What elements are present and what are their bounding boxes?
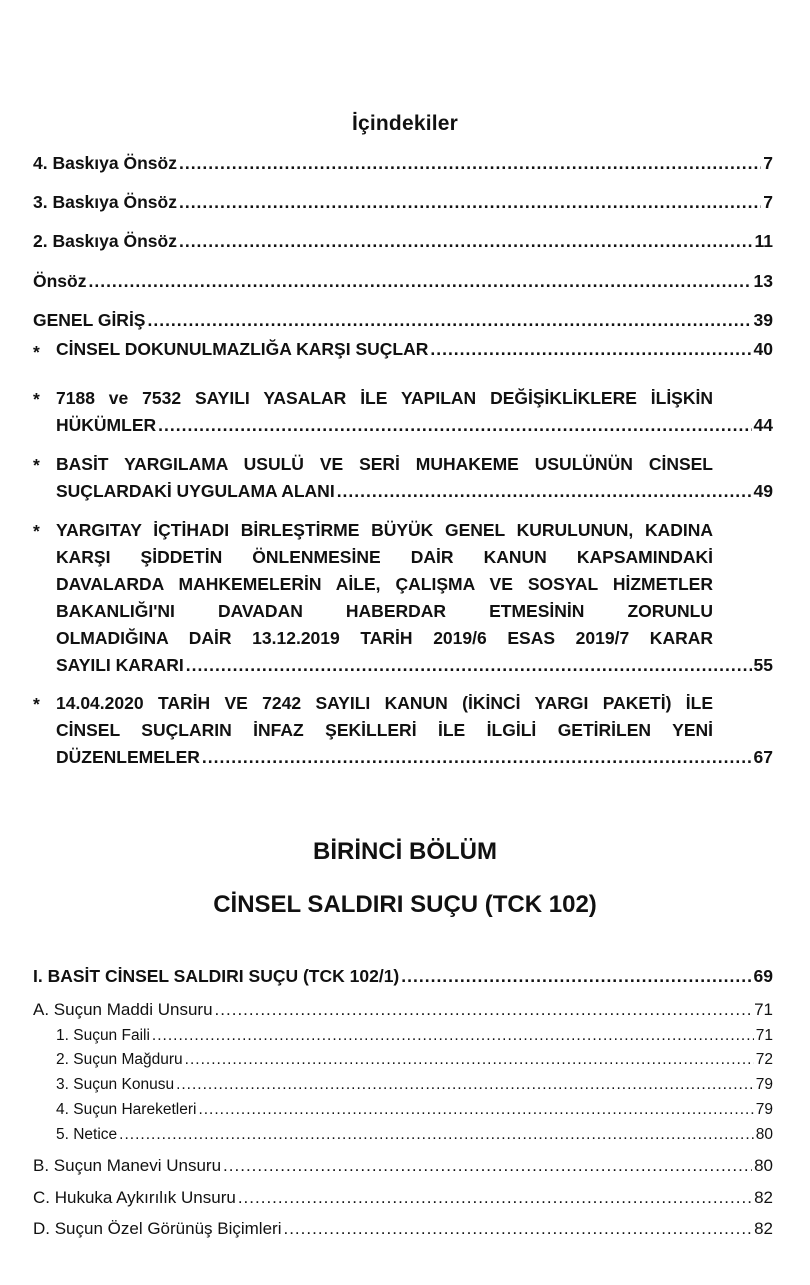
toc-entry	[33, 192, 773, 213]
dot-leader	[215, 1000, 753, 1020]
bullet-star: *	[33, 694, 40, 714]
dot-leader	[430, 336, 751, 363]
part-heading: BİRİNCİ BÖLÜM	[313, 838, 497, 865]
toc-entry-label: 3. Suçun Konusu	[56, 1076, 175, 1093]
dot-leader	[152, 1027, 754, 1045]
toc-entry	[33, 1000, 773, 1020]
toc-entry	[56, 336, 773, 363]
toc-entry-label: DÜZENLEMELER	[56, 747, 200, 767]
toc-entry-page: 67	[753, 747, 773, 767]
toc-entry-label: GENEL GİRİŞ	[33, 310, 146, 330]
toc-entry-line: 14.04.2020 TARİH VE 7242 SAYILI KANUN (İKİNCİ YARGI PAKETİ) İLE	[56, 693, 713, 713]
toc-entry-label: HÜKÜMLER	[56, 415, 157, 435]
toc-entry-page: 82	[754, 1219, 773, 1238]
toc-entry-label: 2. Baskıya Önsöz	[33, 231, 177, 251]
toc-entry	[33, 966, 773, 987]
toc-entry	[56, 478, 773, 505]
toc-entry-label: A. Suçun Maddi Unsuru	[33, 1000, 213, 1019]
dot-leader	[223, 1156, 752, 1176]
dot-leader	[88, 271, 751, 292]
part-subheading: CİNSEL SALDIRI SUÇU (TCK 102)	[213, 891, 597, 918]
toc-entry	[33, 1156, 773, 1176]
dot-leader	[119, 1126, 754, 1144]
toc-entry-label: 1. Suçun Faili	[56, 1027, 150, 1044]
toc-entry-label: Önsöz	[33, 271, 87, 291]
toc-entry-page: 72	[755, 1051, 773, 1068]
bullet-star: *	[33, 521, 40, 541]
toc-entry	[33, 1219, 773, 1239]
dot-leader	[186, 652, 752, 679]
dot-leader	[185, 1051, 754, 1069]
toc-entry-line: DAVALARDA MAHKEMELERİN AİLE, ÇALIŞMA VE SOSYAL HİZMETLER	[56, 574, 713, 594]
dot-leader	[401, 966, 751, 987]
toc-entry-label: 5. Netice	[56, 1126, 118, 1143]
toc-entry-page: 69	[753, 966, 773, 986]
toc-entry-line: BASİT YARGILAMA USULÜ VE SERİ MUHAKEME USULÜNÜN CİNSEL	[56, 454, 713, 474]
toc-entry-label: I. BASİT CİNSEL SALDIRI SUÇU (TCK 102/1)	[33, 966, 400, 986]
toc-entry-page: 55	[753, 655, 773, 675]
toc-entry-label: 3. Baskıya Önsöz	[33, 192, 177, 212]
toc-entry-page: 71	[755, 1027, 773, 1044]
bullet-star: *	[33, 342, 40, 362]
toc-entry	[33, 153, 773, 174]
dot-leader	[158, 412, 751, 439]
page-title: İçindekiler	[351, 112, 459, 135]
toc-entry-page: 49	[753, 481, 773, 501]
toc-entry-page: 7	[763, 192, 773, 212]
bullet-star: *	[33, 455, 40, 475]
toc-entry-label: CİNSEL DOKUNULMAZLIĞA KARŞI SUÇLAR	[56, 339, 429, 359]
toc-entry	[33, 310, 773, 331]
toc-entry	[56, 652, 773, 679]
dot-leader	[179, 231, 753, 252]
toc-entry-line: YARGITAY İÇTİHADI BİRLEŞTİRME BÜYÜK GENEL KURULUNUN, KADINA	[56, 520, 713, 540]
dot-leader	[179, 192, 761, 213]
dot-leader	[238, 1188, 752, 1208]
toc-entry-line: KARŞI ŞİDDETİN ÖNLENMESİNE DAİR KANUN KAPSAMINDAKİ	[56, 547, 713, 567]
dot-leader	[283, 1219, 752, 1239]
dot-leader	[337, 478, 752, 505]
toc-entry	[56, 1101, 773, 1119]
toc-entry-line: OLMADIĞINA DAİR 13.12.2019 TARİH 2019/6 ESAS 2019/7 KARAR	[56, 628, 713, 648]
toc-entry	[56, 1076, 773, 1094]
toc-entry-label: 2. Suçun Mağduru	[56, 1051, 183, 1068]
toc-entry-label: D. Suçun Özel Görünüş Biçimleri	[33, 1219, 282, 1238]
toc-entry-label: B. Suçun Manevi Unsuru	[33, 1156, 222, 1175]
toc-entry-label: SAYILI KARARI	[56, 655, 184, 675]
toc-entry-line: CİNSEL SUÇLARIN İNFAZ ŞEKİLLERİ İLE İLGİLİ GETİRİLEN YENİ	[56, 720, 713, 740]
toc-entry-page: 40	[753, 339, 773, 359]
toc-entry-page: 13	[753, 271, 773, 291]
toc-entry-label: SUÇLARDAKİ UYGULAMA ALANI	[56, 481, 335, 501]
dot-leader	[198, 1101, 753, 1119]
toc-entry	[56, 744, 773, 771]
toc-entry	[33, 271, 773, 292]
bullet-star: *	[33, 389, 40, 409]
toc-entry-label: 4. Suçun Hareketleri	[56, 1101, 197, 1118]
toc-entry-label: 4. Baskıya Önsöz	[33, 153, 177, 173]
dot-leader	[179, 153, 761, 174]
toc-entry-page: 7	[763, 153, 773, 173]
toc-entry-page: 44	[753, 415, 773, 435]
dot-leader	[202, 744, 752, 771]
toc-entry	[56, 1027, 773, 1045]
toc-entry	[33, 1188, 773, 1208]
toc-entry-page: 80	[755, 1126, 773, 1143]
toc-entry-page: 39	[753, 310, 773, 330]
toc-entry-page: 79	[755, 1076, 773, 1093]
toc-entry-label: C. Hukuka Aykırılık Unsuru	[33, 1188, 236, 1207]
dot-leader	[147, 310, 751, 331]
toc-entry-page: 11	[754, 231, 773, 251]
toc-entry	[56, 412, 773, 439]
toc-entry	[56, 1126, 773, 1144]
toc-entry-page: 82	[754, 1188, 773, 1207]
toc-entry	[56, 1051, 773, 1069]
toc-entry-line: 7188 ve 7532 SAYILI YASALAR İLE YAPILAN DEĞİŞİKLİKLERE İLİŞKİN	[56, 388, 713, 408]
toc-entry-page: 79	[755, 1101, 773, 1118]
toc-entry-page: 71	[754, 1000, 773, 1019]
dot-leader	[176, 1076, 754, 1094]
toc-entry-page: 80	[754, 1156, 773, 1175]
toc-entry-line: BAKANLIĞI'NI DAVADAN HABERDAR ETMESİNİN ZORUNLU	[56, 601, 713, 621]
toc-entry	[33, 231, 773, 252]
